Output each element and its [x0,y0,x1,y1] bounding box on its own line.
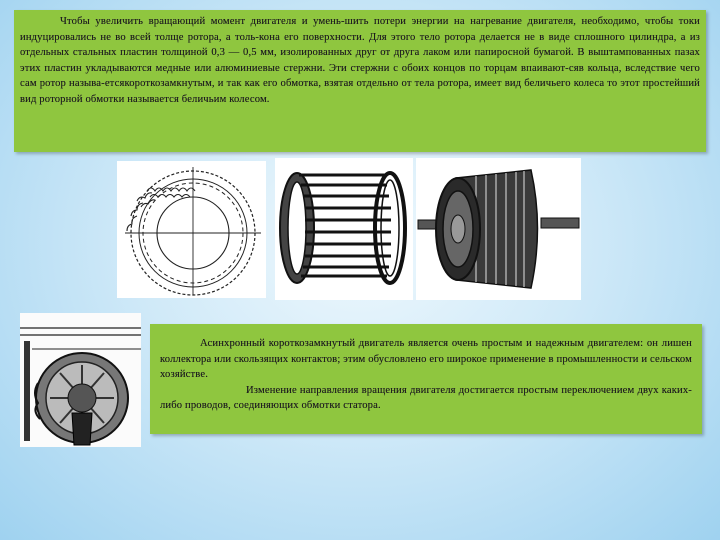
bottom-paragraph-1: Асинхронный короткозамкнутый двигатель является очень простым и надежным двигателем: он лишен коллектора или скользящих контактов; этим обусловлено его широкое применение в промышленности и сельском хозяйстве. [160,338,692,381]
top-text-box [14,10,706,152]
rotor-drawing [416,158,581,300]
cage-svg [275,158,413,300]
squirrel-cage-drawing [275,158,413,300]
stator-drawing [117,161,266,298]
stator-svg [117,161,266,298]
bottom-text-box [150,324,702,434]
motor-svg [20,313,141,447]
bottom-paragraph-2: Изменение направления вращения двигателя достигается простым переключением двух каких-либо проводов, соединяющих обмотки статора. [160,384,692,412]
motor-photo [20,313,141,447]
top-paragraph: Чтобы увеличить вращающий момент двигателя и умень-шить потери энергии на нагревание двигателя, необходимо, чтобы токи индуцировались не во всей толще ротора, а толь-кона его поверхности. Для этого тело ротора делается не в виде сплошного цилиндра, а из отдельных стальных пластин толщиной 0,3 — 0,5 мм, изолированных друг от друга лаком или папиросной бумагой. В выштампованных пазах этих пластин укладываются медные или алюминиевые стержни. Эти стержни с обоих концов по торцам впаивают-сяв кольца, вследствие чего сам ротор называ-етсякороткозамкнутым, и так как его обмотка, взятая отдельно от тела ротора, имеет вид беличьего колеса то этот простейший вид роторной обмотки называется беличьим колесом. [20,16,700,105]
rotor-svg [416,158,581,300]
